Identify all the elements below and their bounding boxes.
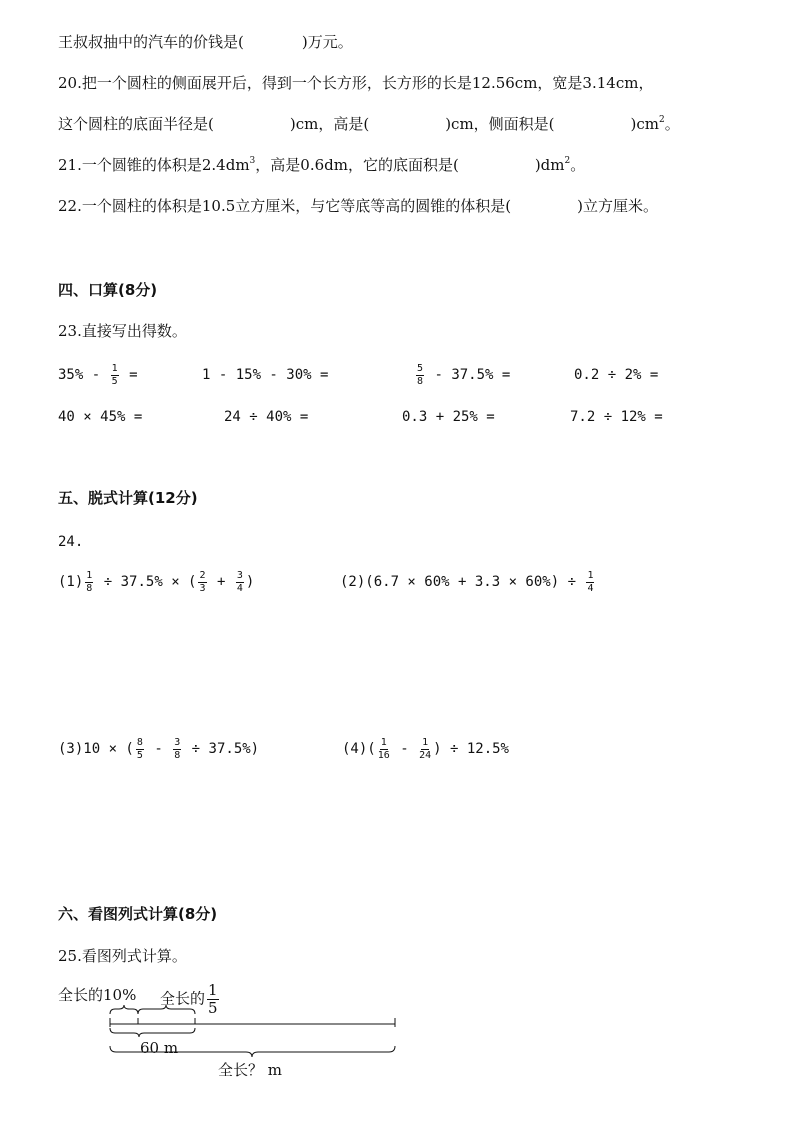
q21-unit: )dm	[534, 156, 565, 174]
numerator: 1	[380, 736, 387, 748]
q21-unit-exponent: 2	[564, 156, 571, 166]
q22-text: 22.一个圆柱的体积是10.5立方厘米，与它等底等高的圆锥的体积是(	[58, 197, 512, 215]
problem-2-text: (2)(6.7 × 60% + 3.3 × 60%) ÷	[340, 574, 577, 590]
numerator: 3	[236, 569, 243, 581]
denominator: 5	[208, 999, 218, 1017]
numerator: 1	[587, 569, 594, 581]
brace-fifth	[138, 1005, 195, 1014]
problem-1-text: ÷ 37.5% × (	[103, 574, 197, 590]
denominator: 4	[587, 582, 594, 594]
q20-period: 。	[664, 115, 680, 133]
denominator: 8	[174, 749, 181, 761]
q21-volume-text: 21.一个圆锥的体积是2.4dm	[58, 156, 250, 174]
q19-text-end: )万元。	[301, 33, 353, 51]
numerator: 1	[208, 981, 218, 999]
denominator: 4	[236, 582, 243, 594]
minus-sign: -	[154, 741, 163, 757]
denominator: 5	[111, 375, 118, 387]
q20-unit: )cm	[630, 115, 660, 133]
q22-text-end: )立方厘米。	[577, 197, 658, 215]
numerator: 5	[417, 362, 424, 374]
calc-r1c3-text: - 37.5% =	[434, 367, 511, 383]
numerator: 1	[86, 569, 93, 581]
denominator: 16	[377, 749, 390, 761]
denominator: 3	[199, 582, 206, 594]
problem-4-text-end: ) ÷ 12.5%	[433, 741, 509, 757]
minus-sign: -	[400, 741, 409, 757]
q21-volume-exponent: 3	[249, 156, 256, 166]
denominator: 5	[136, 749, 143, 761]
q20-area-text: )cm，侧面积是(	[445, 115, 555, 133]
diagram-label-60m: 60 m	[140, 1039, 179, 1057]
problem-3-text: (3)10 × (	[58, 741, 134, 757]
q21-height-text: ，高是0.6dm，它的底面积是(	[255, 156, 459, 174]
denominator: 8	[86, 582, 93, 594]
section-6-heading: 六、看图列式计算(8分)	[58, 905, 218, 923]
q25-prompt: 25.看图列式计算。	[58, 947, 187, 965]
section-5-heading: 五、脱式计算(12分)	[58, 489, 198, 507]
q20-height-text: )cm，高是(	[289, 115, 370, 133]
calc-r1c2: 1 - 15% - 30% =	[202, 367, 329, 383]
denominator: 8	[417, 375, 424, 387]
numerator: 3	[174, 736, 181, 748]
diagram-label-10-percent: 全长的10%	[58, 986, 137, 1004]
diagram-label-fifth-text: 全长的	[160, 989, 206, 1008]
plus-sign: +	[216, 574, 226, 590]
numerator: 2	[199, 569, 206, 581]
close-paren: )	[245, 574, 255, 590]
numerator: 1	[111, 362, 118, 374]
problem-4-label: (4)(	[342, 741, 376, 757]
q21-period: 。	[570, 156, 586, 174]
diagram-label-total: 全长？ m	[218, 1061, 282, 1079]
brace-10-percent	[110, 1005, 138, 1014]
numerator: 8	[136, 736, 143, 748]
q24-number: 24.	[58, 534, 84, 550]
calc-r2c4: 7.2 ÷ 12% =	[570, 409, 663, 425]
equals-sign: =	[129, 367, 138, 383]
problem-3-text-end: ÷ 37.5%)	[191, 741, 260, 757]
calc-r2c3: 0.3 + 25% =	[402, 409, 495, 425]
q20-unit-exponent: 2	[659, 115, 665, 125]
calc-r2c1: 40 × 45% =	[58, 409, 143, 425]
numerator: 1	[422, 736, 429, 748]
q23-prompt: 23.直接写出得数。	[58, 322, 187, 340]
denominator: 24	[419, 749, 432, 761]
calc-r1c4: 0.2 ÷ 2% =	[574, 367, 659, 383]
q20-text: 20.把一个圆柱的侧面展开后，得到一个长方形，长方形的长是12.56cm，宽是3.14cm，	[58, 74, 654, 92]
q20-radius-text: 这个圆柱的底面半径是(	[58, 115, 214, 133]
calc-r1c1-text: 35% -	[58, 367, 101, 383]
problem-1-label: (1)	[58, 574, 84, 590]
q19-text: 王叔叔抽中的汽车的价钱是(	[58, 33, 244, 51]
calc-r2c2: 24 ÷ 40% =	[224, 409, 309, 425]
section-4-heading: 四、口算(8分)	[58, 281, 158, 299]
